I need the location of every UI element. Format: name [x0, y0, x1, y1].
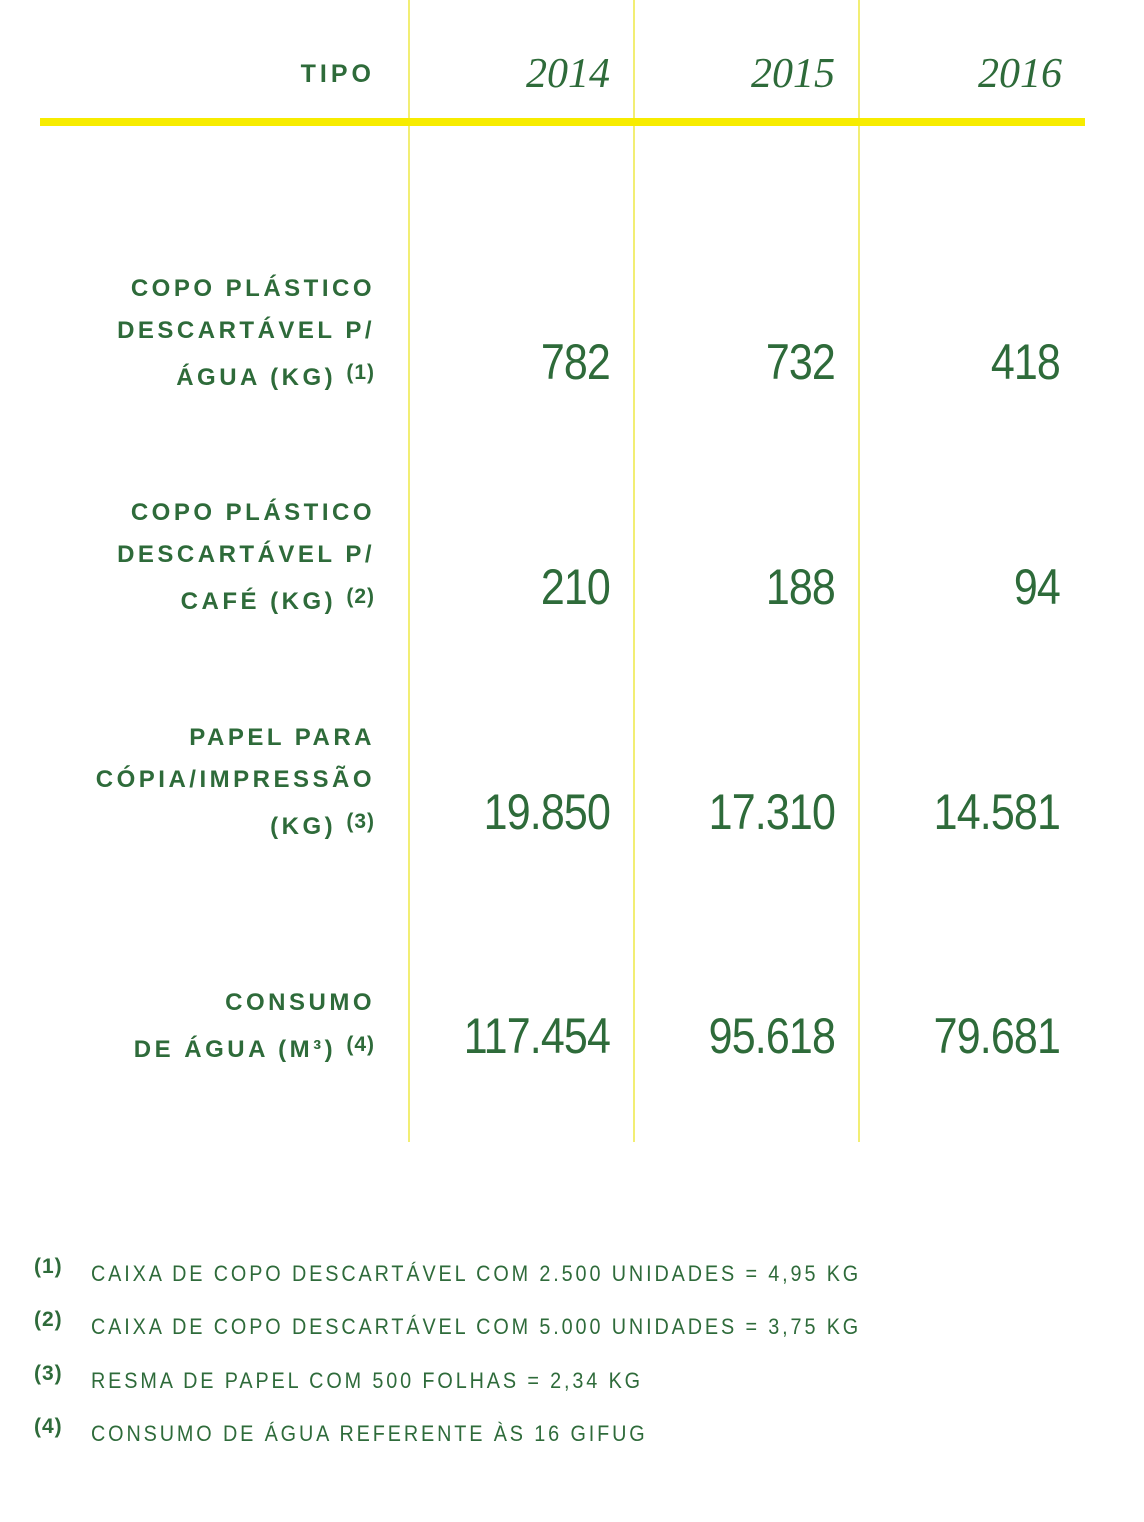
value-cell: 95.618 [708, 1008, 835, 1064]
value-cell: 94 [1013, 559, 1060, 615]
footnote-ref: (2) [346, 585, 375, 608]
value-cell: 782 [540, 334, 610, 390]
row-label-line: CAFÉ (KG) [180, 588, 337, 615]
footnote-number: (2) [34, 1308, 63, 1331]
column-divider-2 [633, 0, 635, 1142]
value-cell: 188 [765, 559, 835, 615]
row-label-copo-cafe [20, 492, 375, 623]
value-cell: 210 [540, 559, 610, 615]
header-tipo: TIPO [300, 60, 375, 88]
footnote-number: (3) [34, 1362, 63, 1385]
value-cell: 14.581 [933, 784, 1060, 840]
row-label-consumo-agua [20, 982, 375, 1071]
row-label-line: (KG) [270, 813, 337, 840]
header-year-2016: 2016 [978, 51, 1062, 97]
header-year-2015: 2015 [751, 51, 835, 97]
footnote-text: CAIXA DE COPO DESCARTÁVEL COM 2.500 UNIDADES = 4,95 KG [91, 1261, 862, 1286]
row-label-line: COPO PLÁSTICO [130, 499, 375, 526]
row-label-line: DESCARTÁVEL P/ [117, 317, 375, 344]
footnote-text: RESMA DE PAPEL COM 500 FOLHAS = 2,34 KG [91, 1368, 643, 1393]
value-cell: 19.850 [483, 784, 610, 840]
value-cell: 732 [765, 334, 835, 390]
row-label-line: COPO PLÁSTICO [130, 275, 375, 302]
row-label-papel [20, 717, 375, 848]
value-cell: 79.681 [933, 1008, 1060, 1064]
row-label-copo-agua [20, 268, 375, 399]
footnote-number: (1) [34, 1255, 63, 1278]
header-year-2014: 2014 [526, 51, 610, 97]
row-label-line: DESCARTÁVEL P/ [117, 541, 375, 568]
row-label-line: CONSUMO [225, 989, 375, 1016]
row-label-line: CÓPIA/IMPRESSÃO [95, 766, 375, 793]
footnote-text: CAIXA DE COPO DESCARTÁVEL COM 5.000 UNIDADES = 3,75 KG [91, 1314, 862, 1339]
footnote-number: (4) [34, 1415, 63, 1438]
value-cell: 418 [990, 334, 1060, 390]
column-divider-3 [858, 0, 860, 1142]
footnote-ref: (1) [346, 361, 375, 384]
footnote-ref: (3) [346, 810, 375, 833]
footnote-ref: (4) [346, 1033, 375, 1056]
header-rule [40, 118, 1085, 126]
value-cell: 117.454 [463, 1008, 610, 1064]
value-cell: 17.310 [708, 784, 835, 840]
column-divider-1 [408, 0, 410, 1142]
row-label-line: DE ÁGUA (M³) [133, 1036, 337, 1063]
row-label-line: PAPEL PARA [189, 724, 375, 751]
row-label-line: ÁGUA (KG) [176, 364, 337, 391]
footnote-text: CONSUMO DE ÁGUA REFERENTE ÀS 16 GIFUG [91, 1421, 648, 1446]
